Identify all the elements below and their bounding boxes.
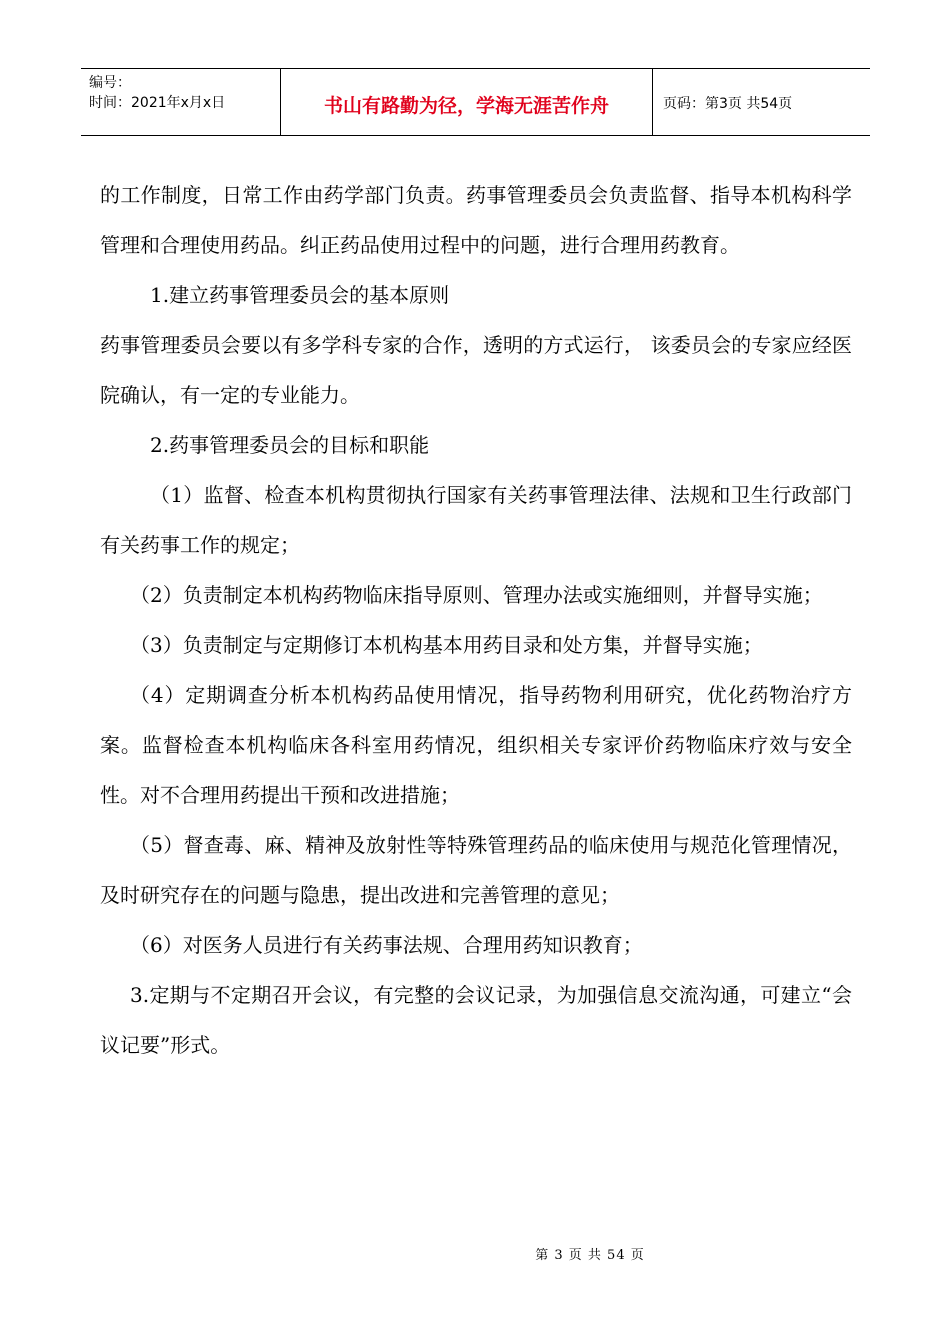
paragraph: 的工作制度，日常工作由药学部门负责。药事管理委员会负责监督、指导本机构科学管理和合理使用药品。纠正药品使用过程中的问题，进行合理用药教育。 [100,183,852,257]
list-item: （5）督查毒、麻、精神及放射性等特殊管理药品的临床使用与规范化管理情况，及时研究存在的问题与隐患，提出改进和完善管理的意见； [100,833,852,907]
paragraph: 3.定期与不定期召开会议，有完整的会议记录，为加强信息交流沟通，可建立“会议记要”形式。 [100,983,852,1057]
list-item: （4）定期调查分析本机构药品使用情况，指导药物利用研究，优化药物治疗方案。监督检查本机构临床各科室用药情况，组织相关专家评价药物临床疗效与安全性。对不合理用药提出干预和改进措施； [100,683,852,807]
document-body [100,170,852,1070]
page-footer: 第 3 页 共 54 页 [535,1248,645,1263]
section-heading: 2.药事管理委员会的目标和职能 [150,433,430,457]
header-motto: 书山有路勤为径，学海无涯苦作舟 [281,69,653,135]
list-item: （3）负责制定与定期修订本机构基本用药目录和处方集，并督导实施； [130,633,763,657]
document-time-label: 时间：2021年x月x日 [89,95,226,111]
paragraph: 药事管理委员会要以有多学科专家的合作，透明的方式运行， 该委员会的专家应经医院确认，有一定的专业能力。 [100,333,852,407]
list-item: （1）监督、检查本机构贯彻执行国家有关药事管理法律、法规和卫生行政部门有关药事工作的规定； [100,483,852,557]
list-item: （6）对医务人员进行有关药事法规、合理用药知识教育； [130,933,643,957]
list-item: （2）负责制定本机构药物临床指导原则、管理办法或实施细则，并督导实施； [130,583,823,607]
page-header [81,68,870,136]
document-number-label: 编号： [89,75,131,91]
header-page-info: 页码：第3页 共54页 [663,96,793,112]
section-heading: 1.建立药事管理委员会的基本原则 [150,283,450,307]
header-meta [81,69,281,135]
